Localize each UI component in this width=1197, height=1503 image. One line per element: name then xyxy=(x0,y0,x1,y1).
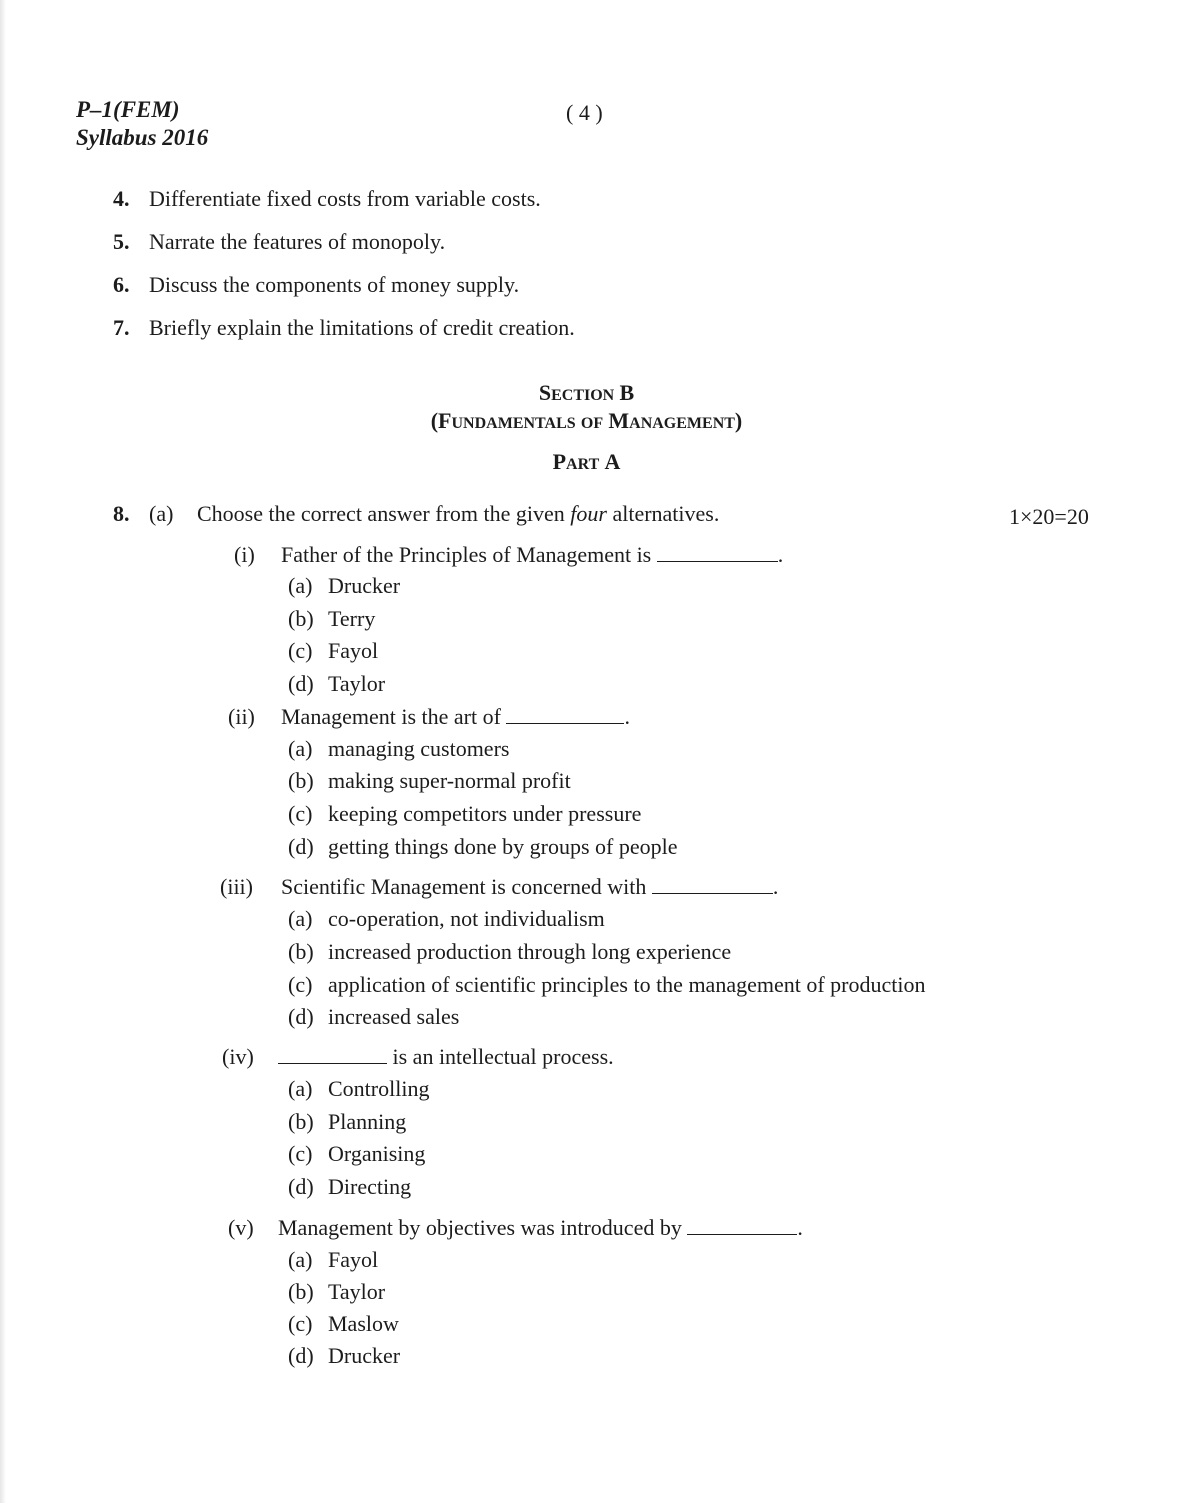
mcq-option: (d) Taylor xyxy=(288,671,386,696)
mcq-option: (d) getting things done by groups of people xyxy=(288,834,678,859)
mcq-option: (d) increased sales xyxy=(288,1004,460,1029)
question-text: Narrate the features of monopoly. xyxy=(149,229,446,254)
mcq-option: (b) Taylor xyxy=(288,1279,386,1304)
question-8: 8. (a) Choose the correct answer from the given four alternatives. xyxy=(113,501,720,526)
mcq-stem: Scientific Management is concerned with . xyxy=(281,874,779,899)
mcq-stem: is an intellectual process. xyxy=(278,1044,614,1070)
question-text: Differentiate fixed costs from variable costs. xyxy=(149,186,541,211)
sub-question-label: (a) xyxy=(149,501,174,526)
part-heading: PART A xyxy=(552,449,621,474)
mcq-option: (b) Planning xyxy=(288,1109,407,1134)
section-subject: (FUNDAMENTALS OF MANAGEMENT) xyxy=(430,408,743,433)
mcq-number: (ii) xyxy=(228,704,255,729)
question-5 xyxy=(113,228,445,256)
question-number: 5. xyxy=(113,229,130,254)
answer-blank xyxy=(657,543,778,562)
question-6 xyxy=(113,271,519,299)
mcq-option: (a) co-operation, not individualism xyxy=(288,906,605,931)
mcq-option: (d) Directing xyxy=(288,1174,412,1199)
mcq-option: (b) making super-normal profit xyxy=(288,768,571,793)
mcq-option: (d) Drucker xyxy=(288,1343,401,1368)
mcq-option: (c) application of scientific principles to the management of production xyxy=(288,972,926,997)
question-number: 7. xyxy=(113,315,130,340)
page-number: ( 4 ) xyxy=(566,100,603,125)
mcq-option: (a) managing customers xyxy=(288,736,510,761)
mcq-option: (c) Fayol xyxy=(288,638,379,663)
mcq-number: (i) xyxy=(234,542,255,567)
question-number: 8. xyxy=(113,501,130,526)
mcq-option: (a) Controlling xyxy=(288,1076,430,1101)
mcq-option: (c) Organising xyxy=(288,1141,426,1166)
mcq-option: (c) keeping competitors under pressure xyxy=(288,801,642,826)
page-edge-shadow xyxy=(0,0,6,1503)
mcq-option: (b) increased production through long experience xyxy=(288,939,732,964)
mcq-number: (iii) xyxy=(220,874,253,899)
instruction-text: Choose the correct answer from the given xyxy=(197,501,571,526)
marks-allocation: 1×20=20 xyxy=(1009,504,1089,529)
answer-blank xyxy=(687,1216,797,1235)
question-number: 4. xyxy=(113,186,130,211)
question-text: Discuss the components of money supply. xyxy=(149,272,520,297)
instruction-emphasis: four xyxy=(570,501,607,526)
section-heading: SECTION B xyxy=(538,380,635,405)
answer-blank xyxy=(278,1045,387,1064)
mcq-option: (a) Fayol xyxy=(288,1247,379,1272)
mcq-number: (iv) xyxy=(222,1044,254,1069)
mcq-option: (b) Terry xyxy=(288,606,376,631)
mcq-option: (a) Drucker xyxy=(288,573,401,598)
question-text: Briefly explain the limitations of credit creation. xyxy=(149,315,575,340)
question-4 xyxy=(113,185,541,213)
answer-blank xyxy=(652,875,773,894)
paper-header xyxy=(76,96,208,152)
mcq-stem: Management is the art of . xyxy=(281,704,630,729)
syllabus-year: Syllabus 2016 xyxy=(76,125,209,150)
question-7 xyxy=(113,314,575,342)
mcq-stem: Management by objectives was introduced by . xyxy=(278,1215,803,1240)
answer-blank xyxy=(506,705,624,724)
mcq-option: (c) Maslow xyxy=(288,1311,399,1336)
paper-code: P–1(FEM) xyxy=(76,97,180,122)
mcq-number: (v) xyxy=(228,1215,254,1240)
mcq-stem: Father of the Principles of Management is . xyxy=(281,542,784,567)
question-number: 6. xyxy=(113,272,130,297)
